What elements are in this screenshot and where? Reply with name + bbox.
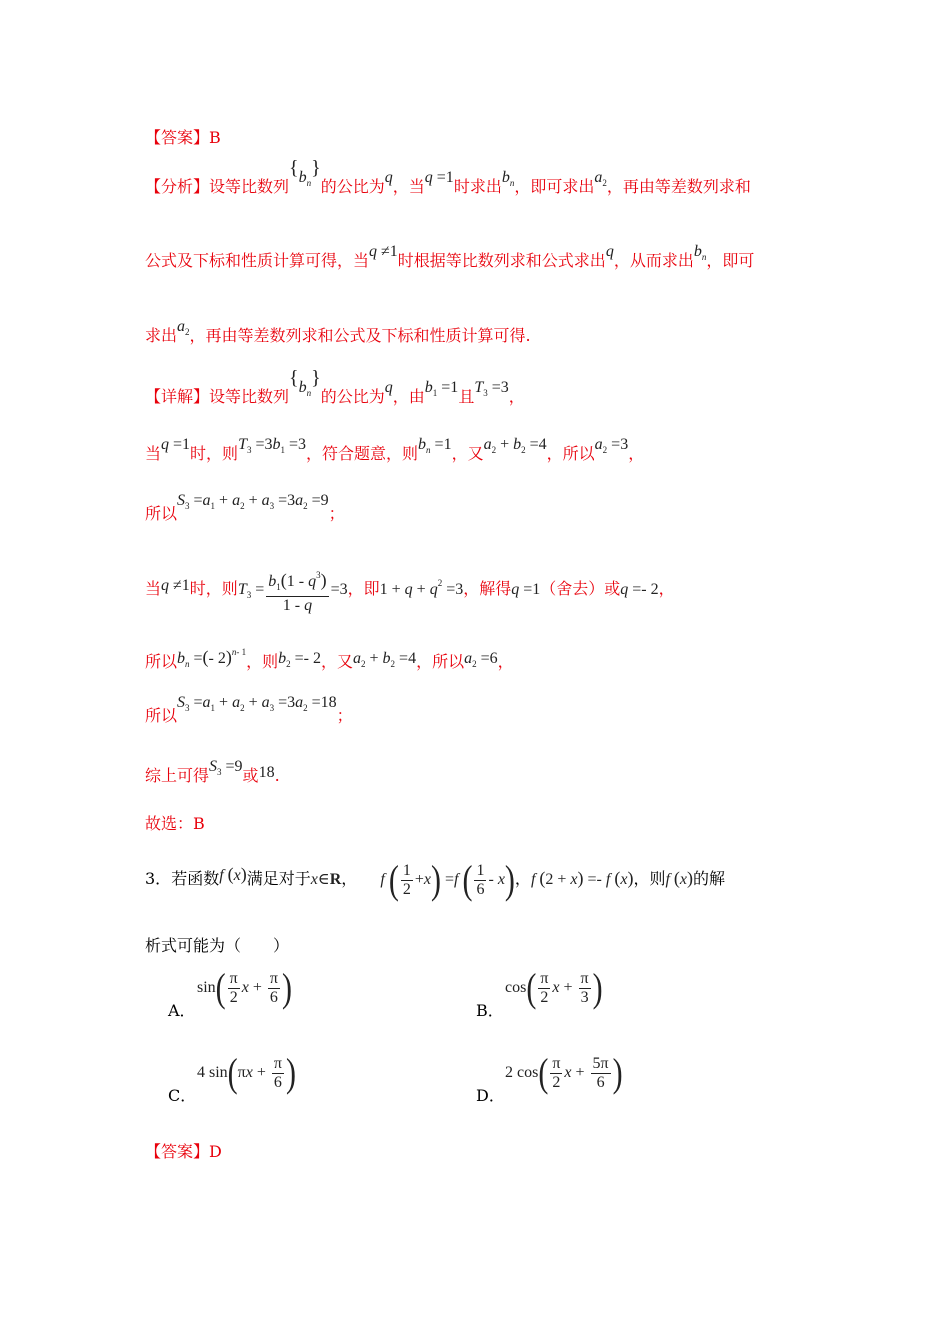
analysis-text: ，再由等差数列求和公式及下标和性质计算可得.	[189, 326, 531, 345]
formula: $a_2 + b_2 =4$	[483, 436, 547, 455]
analysis-text: ，从而求出	[613, 251, 694, 270]
formula: $S_3 =9$	[209, 758, 243, 777]
analysis-text: ，当	[392, 177, 425, 196]
formula: $b_1 =1$	[424, 379, 459, 398]
detail-line-2	[145, 436, 645, 470]
formula: $\{b_n\}$	[289, 367, 321, 398]
answer-line-1	[145, 128, 221, 148]
detail-text: ，又	[451, 444, 484, 463]
formula: q ≠1	[161, 577, 190, 595]
detail-label: 【详解】	[145, 387, 210, 406]
formula: q =1	[511, 581, 541, 599]
detail-text: ，	[628, 444, 645, 463]
formula: f (x)	[665, 868, 694, 889]
formula: q	[384, 379, 393, 396]
detail-text: ，即	[347, 579, 380, 599]
formula: x∈R	[310, 871, 342, 889]
option-a-label[interactable]: A．	[168, 1001, 196, 1020]
formula: 18	[258, 764, 275, 781]
formula: $a_2 =6$	[464, 650, 498, 669]
formula: $b_2 =- 2$	[278, 650, 321, 669]
formula: f (x)	[219, 864, 247, 885]
detail-text: ；	[328, 504, 345, 523]
detail-text: 当	[145, 579, 162, 599]
formula: f (2 + x) =- f (x)	[530, 868, 634, 889]
detail-text: 设等比数列	[209, 387, 290, 406]
answer-label: 【答案】	[145, 1142, 210, 1161]
option-b-formula[interactable]: cos( $\frac{\pi}{2}$ x + $\frac{\pi}{3}$ )	[505, 965, 603, 1011]
detail-line-3	[145, 492, 345, 530]
formula: q	[384, 169, 393, 186]
detail-text: 时，则	[189, 579, 238, 599]
formula: q =1	[424, 169, 454, 186]
answer-value: D	[209, 1142, 222, 1161]
analysis-text: 时求出	[453, 177, 502, 196]
formula: $a_2 + b_2 =4$	[353, 650, 417, 669]
formula: $S_3 =a_1 + a_2 + a_3 =3a_2 =9$	[177, 492, 329, 511]
formula: $b_n$	[501, 169, 515, 188]
question-text: ，	[514, 869, 531, 889]
detail-text: 当	[145, 444, 162, 463]
option-a-formula[interactable]: sin( $\frac{\pi}{2}$ x + $\frac{\pi}{6}$ )	[197, 965, 292, 1011]
option-b-label[interactable]: B．	[476, 1001, 504, 1020]
detail-text: 或	[242, 766, 259, 785]
analysis-text: ，即可	[706, 251, 755, 270]
option-c-label[interactable]: C．	[168, 1086, 197, 1105]
detail-line-5	[145, 646, 514, 678]
formula: q	[605, 243, 614, 260]
formula: $T_3 =3b_1 =3$	[238, 436, 307, 455]
detail-text: ，解得	[463, 579, 512, 599]
question-number: 3．	[145, 869, 172, 889]
analysis-text: 设等比数列	[209, 177, 290, 196]
option-d-formula[interactable]: 2 cos( $\frac{\pi}{2}$ x + $\frac{5\pi}{6}$ )	[505, 1050, 623, 1096]
question-text: ，	[341, 869, 358, 889]
formula: q =- 2	[620, 581, 659, 599]
analysis-text: 的公比为	[320, 177, 385, 196]
detail-text: ，符合题意，则	[306, 444, 419, 463]
detail-text: ；	[336, 706, 353, 725]
formula: $T_3$ = $\frac{b_1(1 - q^3)}{1 - q}$ =3	[238, 581, 348, 598]
detail-text: ，所以	[416, 652, 465, 671]
detail-line-4	[145, 566, 675, 615]
answer-value: B	[209, 128, 221, 147]
detail-text: ，	[497, 652, 514, 671]
formula: $T_3 =3$	[474, 379, 509, 398]
formula: $a_2 =3$	[594, 436, 629, 455]
question-3-stem-1	[145, 857, 726, 903]
question-text: 若函数	[171, 869, 220, 889]
detail-text: 所以	[145, 706, 178, 725]
detail-text: 时，则	[190, 444, 239, 463]
analysis-label: 【分析】	[145, 177, 210, 196]
formula: $1 + q + q^2 =3$	[379, 578, 464, 599]
analysis-line-1	[145, 157, 751, 203]
formula: $b_n$ =(- 2)$^{n- 1}$	[177, 647, 247, 669]
detail-line-6	[145, 694, 353, 732]
formula: $b_n$	[693, 243, 707, 262]
formula: q ≠1	[369, 243, 398, 260]
analysis-text: 公式及下标和性质计算可得，当	[145, 251, 370, 270]
analysis-text: ，即可求出	[514, 177, 595, 196]
formula: $S_3 =a_1 + a_2 + a_3 =3a_2 =18$	[177, 694, 337, 713]
answer-line-3	[145, 1142, 222, 1162]
formula: $a_2$	[177, 318, 190, 337]
question-text: 满足对于	[246, 869, 311, 889]
detail-text: 综上可得	[145, 766, 210, 785]
detail-text: ，由	[392, 387, 425, 406]
analysis-line-2	[145, 243, 755, 277]
option-c-formula[interactable]: 4 sin(πx + $\frac{\pi}{6}$ )	[197, 1050, 296, 1096]
detail-text: ，	[658, 579, 675, 599]
analysis-line-3	[145, 318, 531, 352]
analysis-text: 时根据等比数列求和公式求出	[397, 251, 606, 270]
formula: q =1	[161, 436, 191, 453]
detail-text: 且	[458, 387, 475, 406]
detail-text: ，又	[321, 652, 354, 671]
formula: $\{b_n\}$	[289, 157, 321, 188]
question-text: ，则	[633, 869, 666, 889]
detail-text: ，	[508, 387, 525, 406]
detail-text: 所以	[145, 504, 178, 523]
detail-text: ，则	[246, 652, 279, 671]
formula: f ( $\frac{1}{2}$ +x) =f ( $\frac{1}{6}$ - x)	[380, 857, 515, 903]
formula: $b_n =1$	[418, 436, 452, 455]
option-d-label[interactable]: D．	[476, 1086, 505, 1105]
detail-text: 所以	[145, 652, 178, 671]
detail-text: .	[274, 766, 280, 785]
question-text: 的解	[693, 869, 726, 889]
detail-text: 的公比为	[320, 387, 385, 406]
analysis-text: ，再由等差数列求和	[606, 177, 751, 196]
answer-label: 【答案】	[145, 128, 210, 147]
detail-line-7	[145, 758, 280, 792]
choose-line: 故选：B	[145, 814, 205, 833]
analysis-text: 求出	[145, 326, 178, 345]
detail-text: （舍去）或	[540, 579, 621, 599]
formula: $a_2$	[594, 169, 607, 188]
detail-line-1	[145, 367, 525, 413]
detail-text: ，所以	[546, 444, 595, 463]
question-3-stem-2: 析式可能为（ ）	[145, 936, 290, 955]
